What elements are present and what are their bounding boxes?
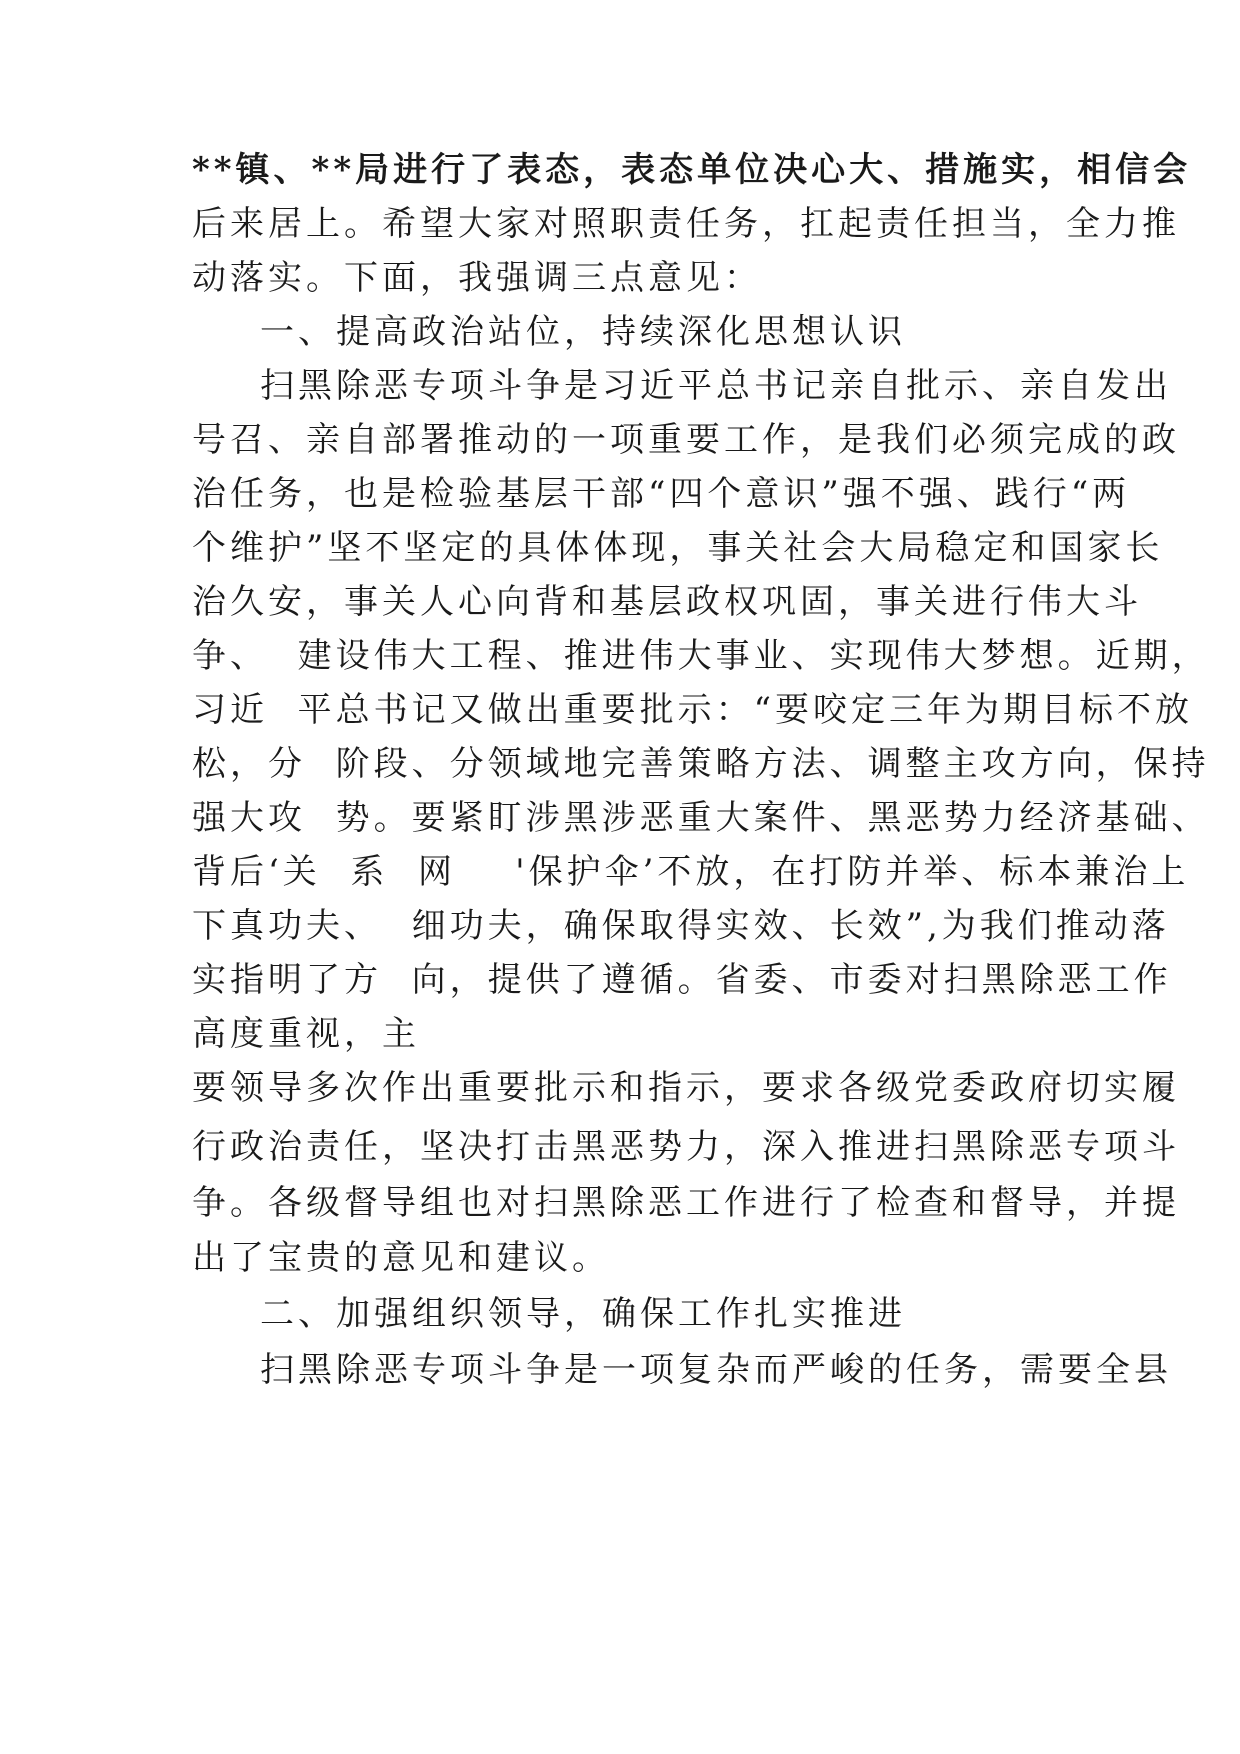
text-line: **镇、**局进行了表态，表态单位决心大、措施实，相信会 [192, 150, 1192, 190]
text-line: 出了宝贵的意见和建议。 [192, 1238, 610, 1278]
text-line: 要领导多次作出重要批示和指示，要求各级党委政府切实履 [192, 1068, 1180, 1108]
text-line: 治久安，事关人心向背和基层政权巩固，事关进行伟大斗 [192, 582, 1142, 622]
text-line: 下真功夫、 细功夫，确保取得实效、长效”,为我们推动落 [192, 906, 1170, 946]
text-line: 背后‘关 系 网 '保护伞’不放，在打防并举、标本兼治上 [192, 852, 1190, 892]
section-heading: 一、提高政治站位，持续深化思想认识 [260, 312, 906, 352]
text-line: 强大攻 势。要紧盯涉黑涉恶重大案件、黑恶势力经济基础、 [192, 798, 1210, 838]
text-line: 扫黑除恶专项斗争是习近平总书记亲自批示、亲自发出 [260, 366, 1172, 406]
text-line: 个维护”坚不坚定的具体体现，事关社会大局稳定和国家长 [192, 528, 1164, 568]
text-line: 高度重视，主 [192, 1014, 420, 1054]
text-line: 实指明了方 向，提供了遵循。省委、市委对扫黑除恶工作 [192, 960, 1172, 1000]
text-line: 争、 建设伟大工程、推进伟大事业、实现伟大梦想。近期， [192, 636, 1210, 676]
text-line: 争。各级督导组也对扫黑除恶工作进行了检查和督导，并提 [192, 1183, 1180, 1223]
section-heading: 二、加强组织领导，确保工作扎实推进 [260, 1294, 906, 1334]
text-line: 号召、亲自部署推动的一项重要工作，是我们必须完成的政 [192, 420, 1180, 460]
text-line: 习近 平总书记又做出重要批示：“要咬定三年为期目标不放 [192, 690, 1193, 730]
text-line: 治任务，也是检验基层干部“四个意识”强不强、践行“两 [192, 474, 1131, 514]
text-line: 行政治责任，坚决打击黑恶势力，深入推进扫黑除恶专项斗 [192, 1127, 1180, 1167]
text-line: 扫黑除恶专项斗争是一项复杂而严峻的任务，需要全县 [260, 1350, 1172, 1390]
text-line: 后来居上。希望大家对照职责任务，扛起责任担当，全力推 [192, 204, 1180, 244]
text-line: 动落实。下面，我强调三点意见： [192, 258, 762, 298]
text-line: 松，分 阶段、分领域地完善策略方法、调整主攻方向，保持 [192, 744, 1210, 784]
